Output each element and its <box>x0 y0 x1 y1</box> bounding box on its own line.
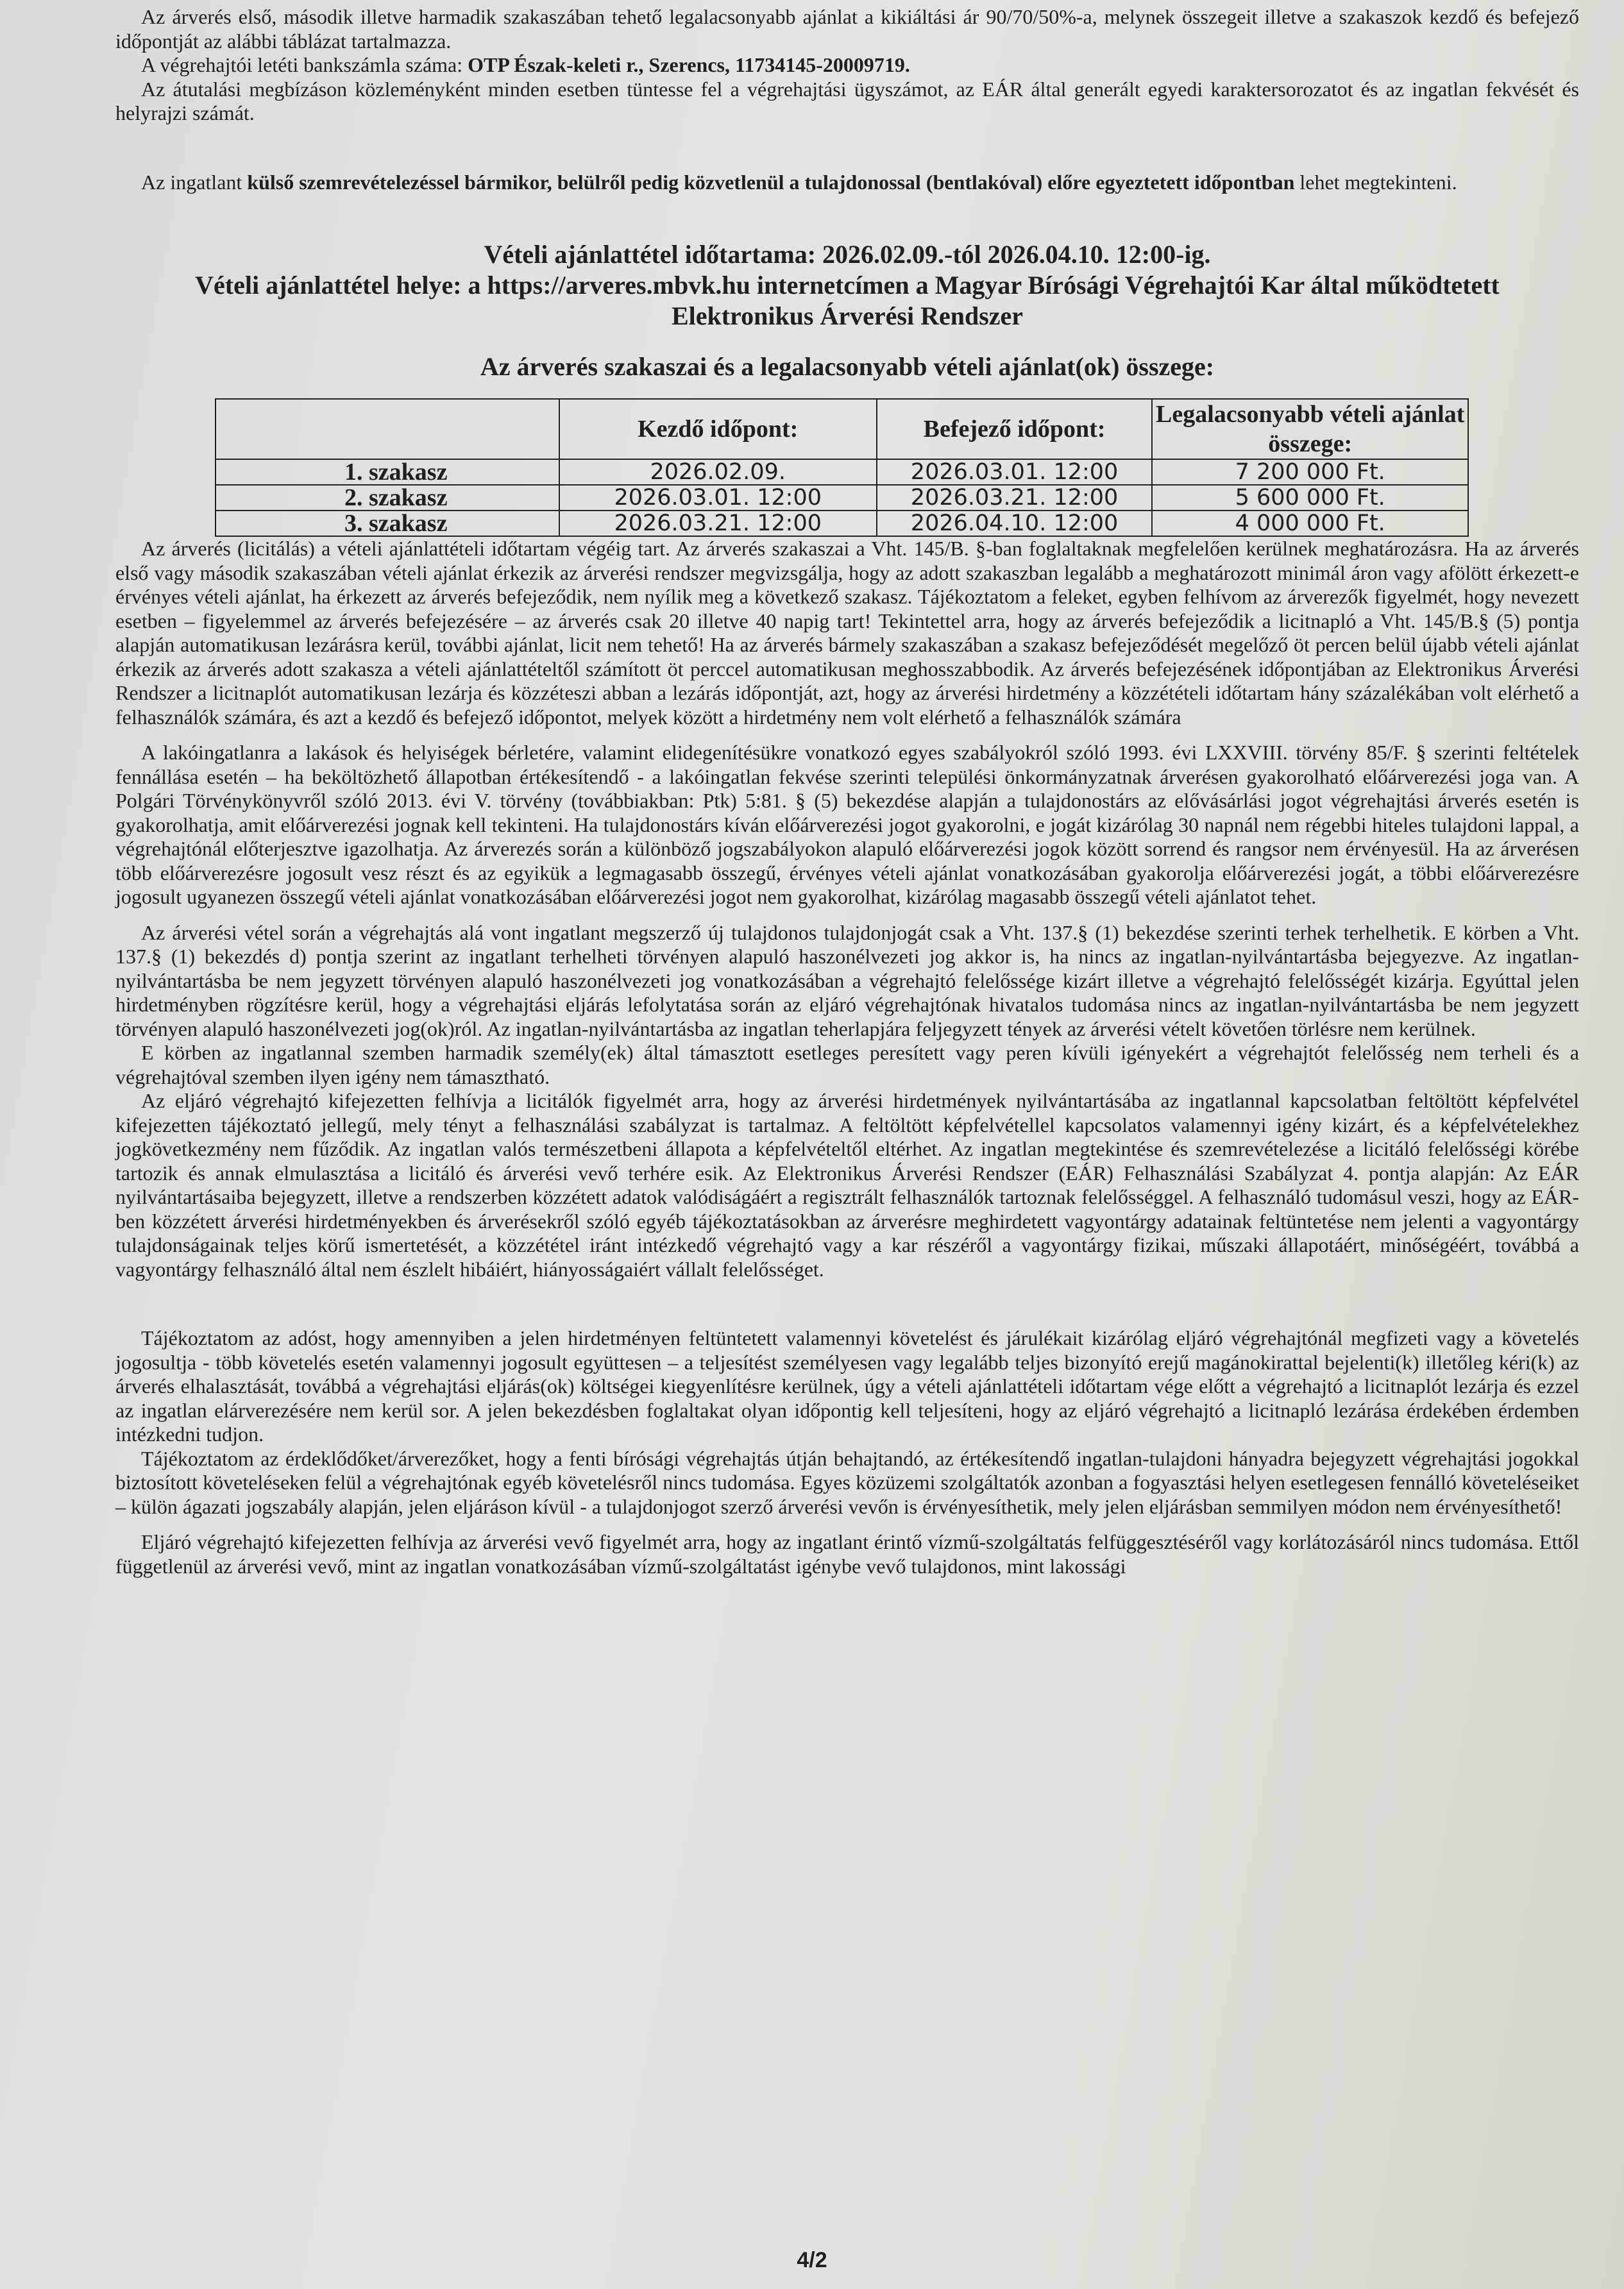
paragraph-pre-emption: A lakóingatlanra a lakások és helyiségek bérletére, valamint elidegenítésükre vonatkozó egyes szabályokról szóló 1993. évi LXXVIII. törvény 85/F. § szerinti feltételek fennállása esetén – ha beköltözhető állapotban értékesítendő - a lakóingatlan fekvése szerinti települési önkormányzatnak árverésen gyakorolható előárverezési joga van. A Polgári Törvénykönyvről szóló 2013. évi V. törvény (továbbiakban: Ptk) 5:81. § (5) bekezdése alapján a tulajdonostárs az elővásárlási jogot végrehajtási árverés esetén is gyakorolhatja, amit előárverezési jognak kell tekinteni. Ha tulajdonostárs kíván előárverezési jogot gyakorolni, e jogát kizárólag 30 napnál nem régebbi hiteles tulajdoni lappal, a végrehajtónál előterjesztve igazolhatja. Az árverezés során a különböző jogszabályokon alapuló előárverezési jogok között sorrend és rangsor nem érvényesül. Ha az árverésen több előárverezésre jogosult vesz részt és az egyikük a legmagasabb összegű, érvényes vételi ajánlat vonatkozásában gyakorolja előárverezési jogát, a többi előárverezésre jogosult ugyanezen összegű vételi ajánlat vonatkozásában előárverezési jogot nem gyakorolhat, kizárólag magasabb összegű vételi ajánlatot tehet. <box>115 741 1579 908</box>
table-cell-min-offer: 7 200 000 Ft. <box>1152 459 1468 485</box>
paragraph-debtor-notice: Tájékoztatom az adóst, hogy amennyiben a jelen hirdetményen feltüntetett valamennyi követelést és járulékait kizárólag eljáró végrehajtónál megfizeti vagy a követelés jogosultja - több követelés esetén valamennyi jogosult együttesen – a teljesítést személyesen vagy legalább teljes bizonyító erejű magánokirattal bejelenti(k) illetőleg kéri(k) az árverés elhalasztását, továbbá a végrehajtási eljárás(ok) költségei kiegyenlítésre kerülnek, úgy a vételi ajánlattételi időtartam vége előtt a végrehajtó a licitnaplót lezárja és ezzel az ingatlan elárverezésére nem kerül sor. A jelen bekezdésben foglaltakat olyan időpontig kell teljesíteni, hogy az eljáró végrehajtó a licitnapló lezárása érdekében érdemben intézkedni tudjon. <box>115 1326 1579 1446</box>
table-row <box>216 511 1468 536</box>
paragraph-third-party-claims: E körben az ingatlannal szemben harmadik személy(ek) által támasztott esetleges peresített vagy peren kívüli igényekért a végrehajtót felelősség nem terheli és a végrehajtóval szemben ilyen igény nem támasztható. <box>115 1041 1579 1088</box>
table-cell-stage: 2. szakasz <box>216 485 559 511</box>
paragraph-auction-stages-intro: Az árverés első, második illetve harmadik szakaszában tehető legalacsonyabb ajánlat a kikiáltási ár 90/70/50%-a, melynek összegeit illetve a szakaszok kezdő és befejező időpontját az alábbi táblázat tartalmazza. <box>115 5 1579 53</box>
table-row <box>216 459 1468 485</box>
heading-offer-place: Vételi ajánlattétel helye: a https://arveres.mbvk.hu internetcímen a Magyar Bírósági Végrehajtói Kar által működtetett Elektronikus Árverési Rendszer <box>195 271 1500 330</box>
paragraph-images-disclaimer: Az eljáró végrehajtó kifejezetten felhívja a licitálók figyelmét arra, hogy az árverési hirdetmények nyilvántartásába az ingatlannal kapcsolatban feltöltött képfelvétel kifejezetten tájékoztató jellegű, mely tényt a felhasználási szabályzat is tartalmaz. A feltöltött képfelvétellel kapcsolatos valamennyi igény kizárt, és a képfelvételekhez jogkövetkezmény nem fűződik. Az ingatlan valós természetbeni állapota a képfelvételtől eltérhet. Az ingatlan megtekintése és szemrevételezése a licitáló felelősségi körébe tartozik és annak elmulasztása a licitáló és árverési vevő terhére esik. Az Elektronikus Árverési Rendszer (EÁR) Felhasználási Szabályzat 4. pontja alapján: Az EÁR nyilvántartásaiba bejegyzett, illetve a rendszerben közzétett adatok valódiságáért a regisztrált felhasználók tartoznak felelősséggel. A felhasználó tudomásul veszi, hogy az EÁR-ben közzétett árverési hirdetményekben és árverésekről szóló egyéb tájékoztatásokban az árverésre meghirdetett vagyontárgy adatainak feltüntetése nem jelenti a vagyontárgy tulajdonságainak teljes körű ismertetését, a közzététel iránt intézkedő végrehajtó vagy a kar részéről a vagyontárgy fizikai, műszaki állapotáért, minőségéért, továbbá a vagyontárgy felhasználó által nem észlelt hibáiért, hiányosságaiért vállalt felelősséget. <box>115 1089 1579 1281</box>
inspection-bold: külső szemrevételezéssel bármikor, belülről pedig közvetlenül a tulajdonossal (bentlakóval) előre egyeztetett időpontban <box>247 170 1295 194</box>
table-header-cell <box>216 399 559 459</box>
table-cell-end: 2026.03.01. 12:00 <box>877 459 1153 485</box>
table-row <box>216 485 1468 511</box>
auction-stages-table-wrap <box>215 398 1469 537</box>
auction-stages-table <box>215 398 1469 537</box>
heading-offer-period: Vételi ajánlattétel időtartama: 2026.02.09.-tól 2026.04.10. 12:00-ig. <box>484 240 1211 269</box>
bank-prefix: A végrehajtói letéti bankszámla száma: <box>141 53 468 76</box>
heading-auction-stages: Az árverés szakaszai és a legalacsonyabb vételi ajánlat(ok) összege: <box>480 352 1215 381</box>
paragraph-bidding-rules: Az árverés (licitálás) a vételi ajánlattételi időtartam végéig tart. Az árverés szakaszai a Vht. 145/B. §-ban foglaltaknak megfelelően kerülnek meghatározásra. Ha az árverés első vagy második szakaszában vételi ajánlat érkezik az árverési rendszer megvizsgálja, hogy az adott szakaszban legalább a meghatározott minimál áron vagy afölött érkezett-e érvényes vételi ajánlat, ha érkezett az árverés befejeződik, nem nyílik meg a következő szakasz. Tájékoztatom a feleket, egyben felhívom az árverezők figyelmét, hogy nevezett esetben – figyelemmel az árverés befejezésére – az árverés csak 20 illetve 40 napig tart! Tekintettel arra, hogy az árverés befejeződik a licitnapló a Vht. 145/B.§ (5) pontja alapján automatikusan lezárásra kerül, további ajánlat, licit nem tehető! Ha az árverés bármely szakaszában a szakasz befejeződését megelőző öt percen belül újabb vételi ajánlat érkezik az árverés adott szakasza a vételi ajánlattételtől számított öt perccel automatikusan meghosszabbodik. Az árverés befejezésének időpontjában az Elektronikus Árverési Rendszer a licitnaplót automatikusan lezárja és közzéteszi abban a lezárás időpontját, azt, hogy az árverési hirdetmény a közzétételi időtartam hány százalékában volt elérhető a felhasználók számára, és azt a kezdő és befejező időpontot, melyek között a hirdetmény nem volt elérhető a felhasználók számára <box>115 537 1579 729</box>
paragraph-inspection <box>115 171 1579 195</box>
table-cell-end: 2026.04.10. 12:00 <box>877 511 1153 536</box>
paragraph-utility-claims: Tájékoztatom az érdeklődőket/árverezőket, hogy a fenti bírósági végrehajtás útján behajtandó, az értékesítendő ingatlan-tulajdoni hányadra bejegyzett végrehajtási jogokkal biztosított követeléseken felül a végrehajtónak egyéb követelésről nincs tudomása. Egyes közüzemi szolgáltatók azonban a fogyasztási helyen esetlegesen fennálló követeléseiket – külön ágazati jogszabály alapján, jelen eljáráson kívül - a tulajdonjogot szerző árverési vevőn is érvényesíthetik, mely jelen eljárásban semmilyen módon nem érvényesíthető! <box>115 1446 1579 1518</box>
table-cell-start: 2026.03.01. 12:00 <box>559 485 877 511</box>
table-cell-min-offer: 4 000 000 Ft. <box>1152 511 1468 536</box>
bank-account: OTP Észak-keleti r., Szerencs, 11734145-20009719. <box>468 53 910 76</box>
table-header-cell: Kezdő időpont: <box>559 399 877 459</box>
table-header-cell: Befejező időpont: <box>877 399 1153 459</box>
inspection-prefix: Az ingatlant <box>141 170 248 194</box>
table-header-row <box>216 399 1468 459</box>
paragraph-bank-account <box>115 53 1579 78</box>
table-cell-end: 2026.03.21. 12:00 <box>877 485 1153 511</box>
page-number: 4/2 <box>797 2248 827 2272</box>
paragraph-water-service: Eljáró végrehajtó kifejezetten felhívja az árverési vevő figyelmét arra, hogy az ingatlant érintő vízmű-szolgáltatás felfüggesztéséről vagy korlátozásáról nincs tudomása. Ettől függetlenül az árverési vevő, mint az ingatlan vonatkozásában vízmű-szolgáltatást igénybe vevő tulajdonos, mint lakossági <box>115 1530 1579 1578</box>
table-header-cell: Legalacsonyabb vételi ajánlat összege: <box>1152 399 1468 459</box>
inspection-suffix: lehet megtekinteni. <box>1294 170 1457 194</box>
table-cell-start: 2026.02.09. <box>559 459 877 485</box>
table-cell-min-offer: 5 600 000 Ft. <box>1152 485 1468 511</box>
paragraph-transfer-note: Az átutalási megbízáson közleményként minden esetben tüntesse fel a végrehajtási ügyszámot, az EÁR által generált egyedi karaktersorozatot és az ingatlan fekvését és helyrajzi számát. <box>115 77 1579 124</box>
table-cell-stage: 1. szakasz <box>216 459 559 485</box>
table-cell-stage: 3. szakasz <box>216 511 559 536</box>
table-cell-start: 2026.03.21. 12:00 <box>559 511 877 536</box>
paragraph-encumbrances: Az árverési vétel során a végrehajtás alá vont ingatlant megszerző új tulajdonos tulajdonjogát csak a Vht. 137.§ (1) bekezdése szerinti terhek terhelhetik. E körben a Vht. 137.§ (1) bekezdés d) pontja szerint az ingatlant terhelheti törvényen alapuló haszonélvezeti jog akkor is, ha nincs az ingatlan-nyilvántartásba bejegyezve. Az ingatlan-nyilvántartásba be nem jegyzett törvényen alapuló haszonélvezeti jog vonatkozásában a végrehajtó felelőssége kizárt illetve a végrehajtó felelősségét kizárja. Egyúttal jelen hirdetményben rögzítésre kerül, hogy a végrehajtási eljárás lefolytatása során az eljáró végrehajtónak hivatalos tudomása nincs az ingatlan-nyilvántartásba be nem jegyzett törvényen alapuló haszonélvezeti jog(ok)ról. Az ingatlan-nyilvántartásba az ingatlan teherlapjára feljegyzett tények az árverési vételt követően törlésre nem kerülnek. <box>115 920 1579 1040</box>
